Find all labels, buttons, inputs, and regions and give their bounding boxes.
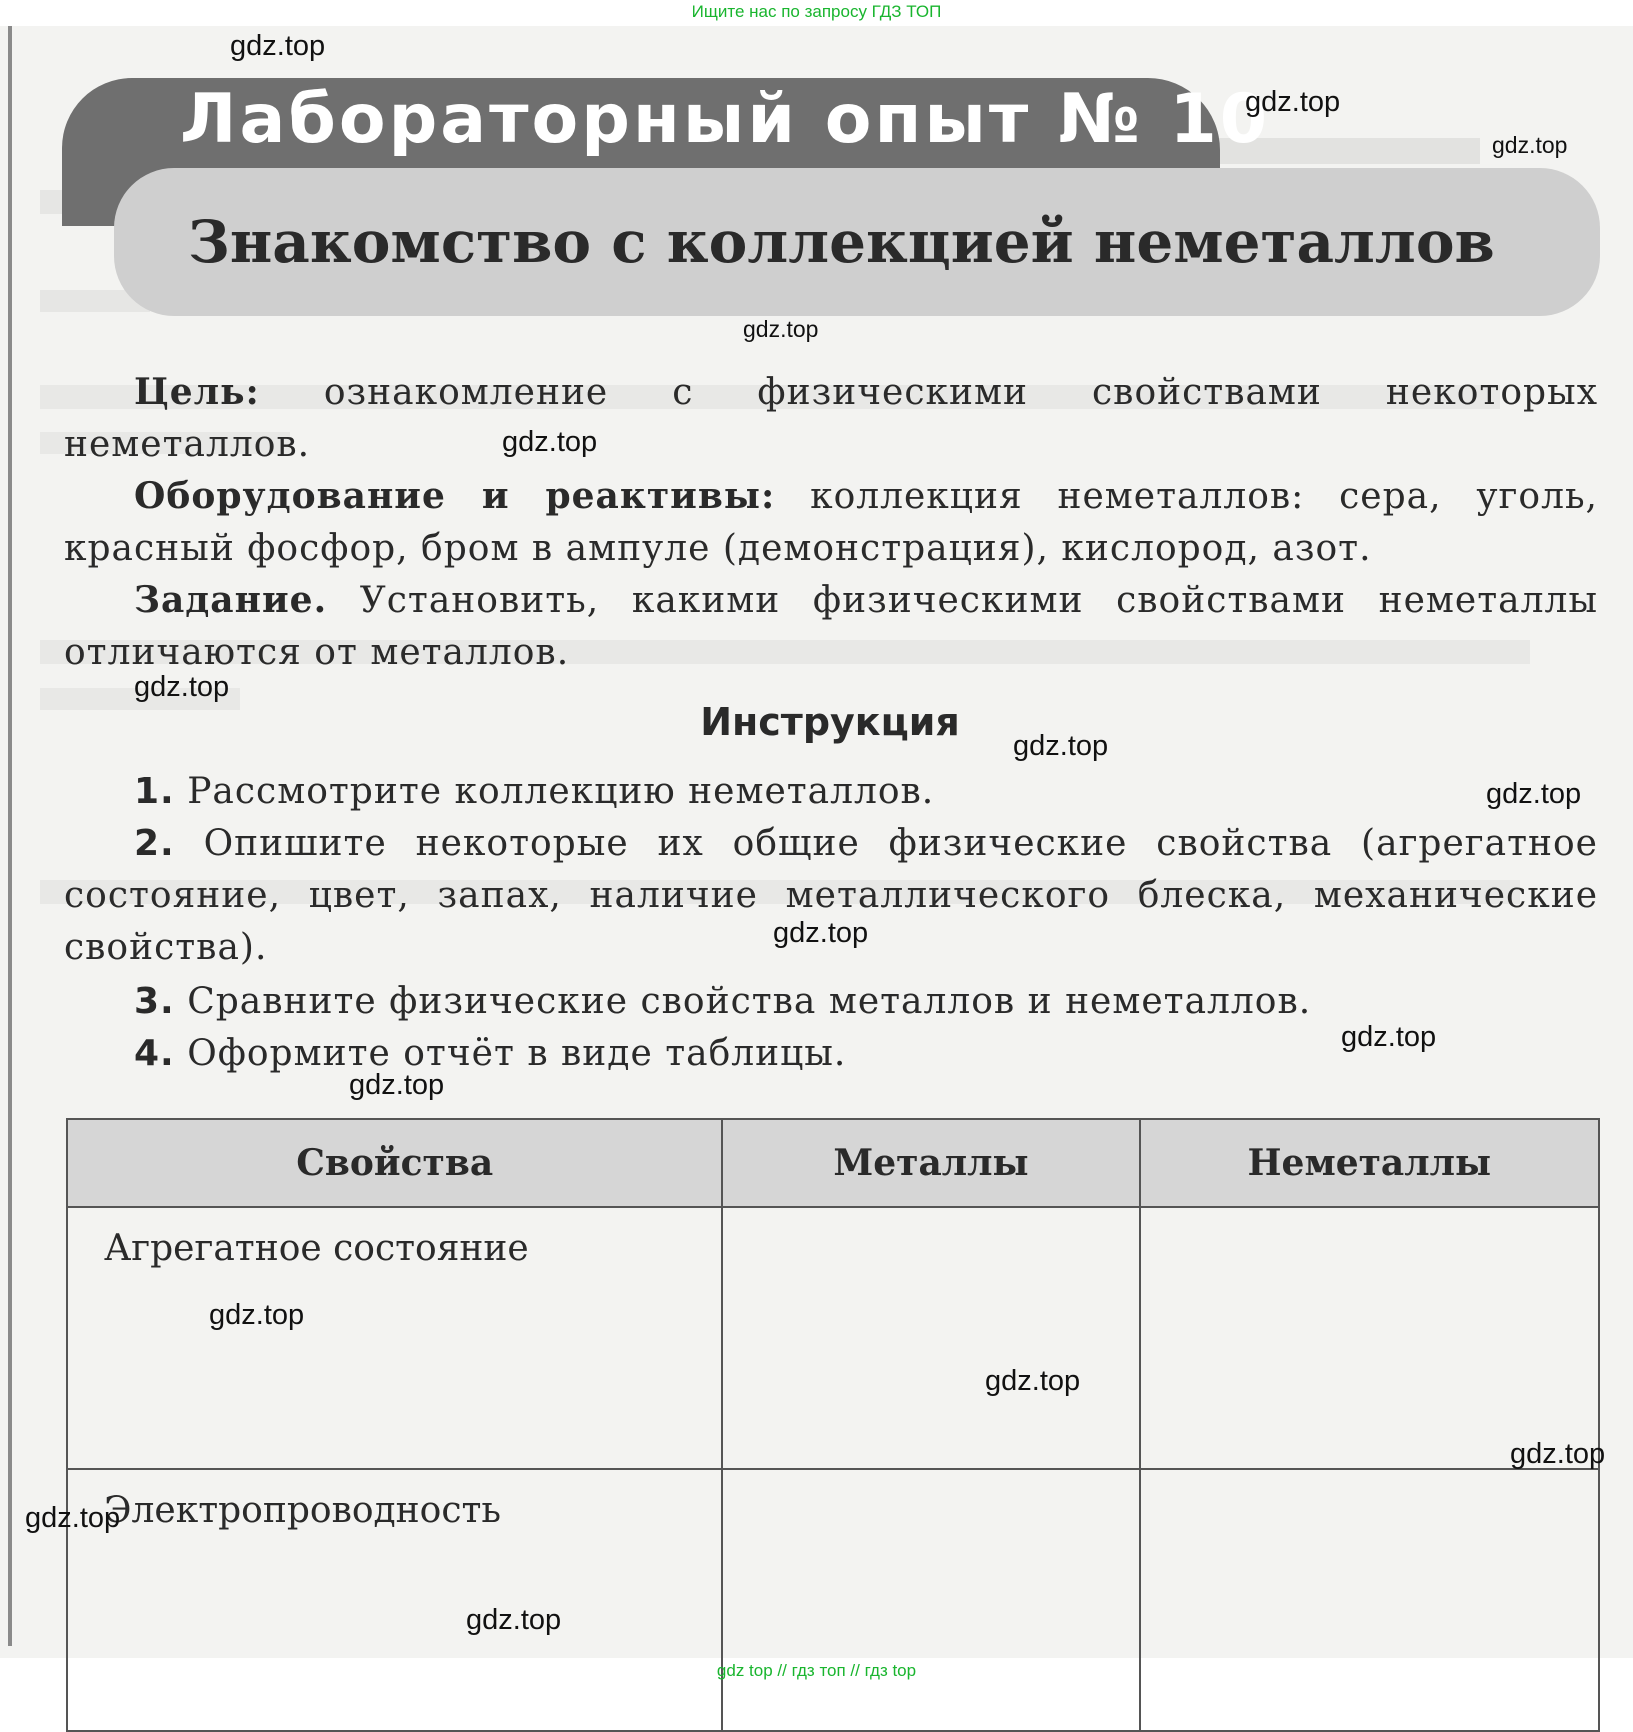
task-text: Установить, какими физическими свойствами неметаллы отличаются от металлов. <box>64 580 1598 673</box>
table-cell <box>1140 1207 1599 1469</box>
properties-table <box>66 1118 1600 1732</box>
step-text: Рассмотрите коллекцию неметаллов. <box>187 771 935 812</box>
page-edge <box>8 26 12 1646</box>
table-header-row <box>67 1119 1599 1207</box>
watermark: gdz.top <box>1510 1438 1606 1470</box>
page-subtitle: Знакомство с коллекцией неметаллов <box>188 208 1495 276</box>
equipment-label: Оборудование и реактивы: <box>134 475 776 517</box>
page-title: Лабораторный опыт № 10 <box>180 80 1271 159</box>
watermark: gdz.top <box>1013 730 1109 762</box>
table-row <box>67 1469 1599 1731</box>
step-text: Оформите отчёт в виде таблицы. <box>187 1033 847 1074</box>
column-header: Металлы <box>722 1119 1139 1207</box>
goal-label: Цель: <box>134 371 260 413</box>
step-text: Опишите некоторые их общие физические свойства (агрегатное состояние, цвет, запах, наличие металлического блеска, механические свойства). <box>64 823 1598 968</box>
table-cell <box>722 1469 1139 1731</box>
equipment-paragraph <box>64 470 1598 575</box>
watermark: gdz.top <box>25 1502 121 1534</box>
instruction-step <box>64 766 1598 818</box>
watermark: gdz.top <box>466 1604 562 1636</box>
table-row <box>67 1207 1599 1469</box>
watermark: gdz.top <box>1245 86 1341 118</box>
goal-text: ознакомление с физическими свойствами некоторых неметаллов. <box>64 372 1598 465</box>
watermark: gdz.top <box>134 671 230 703</box>
equipment-text: коллекция неметаллов: сера, уголь, красный фосфор, бром в ампуле (демонстрация), кислород, азот. <box>64 476 1598 569</box>
step-number: 3. <box>134 981 175 1022</box>
watermark: gdz.top <box>773 917 869 949</box>
watermark: gdz.top <box>985 1365 1081 1397</box>
watermark: gdz.top <box>1486 778 1582 810</box>
instruction-step <box>64 818 1598 974</box>
top-banner[interactable]: Ищите нас по запросу ГДЗ ТОП <box>691 2 942 21</box>
bottom-banner[interactable]: gdz top // гдз топ // гдз top <box>716 1661 917 1680</box>
table-cell: Агрегатное состояние <box>67 1207 722 1469</box>
task-paragraph <box>64 574 1598 679</box>
table-cell: Электропроводность <box>67 1469 722 1731</box>
step-number: 4. <box>134 1033 175 1074</box>
watermark: gdz.top <box>502 426 598 458</box>
goal-paragraph <box>64 366 1598 471</box>
watermark: gdz.top <box>1341 1021 1437 1053</box>
task-label: Задание. <box>134 579 328 621</box>
table-cell <box>1140 1469 1599 1731</box>
step-number: 2. <box>134 823 175 864</box>
table-cell <box>722 1207 1139 1469</box>
watermark: gdz.top <box>1492 132 1568 158</box>
watermark: gdz.top <box>230 30 326 62</box>
step-text: Сравните физические свойства металлов и неметаллов. <box>187 981 1312 1022</box>
column-header: Неметаллы <box>1140 1119 1599 1207</box>
column-header: Свойства <box>67 1119 722 1207</box>
instructions-heading: Инструкция <box>700 700 960 744</box>
watermark: gdz.top <box>349 1069 445 1101</box>
watermark: gdz.top <box>743 316 819 342</box>
watermark: gdz.top <box>209 1299 305 1331</box>
step-number: 1. <box>134 771 175 812</box>
